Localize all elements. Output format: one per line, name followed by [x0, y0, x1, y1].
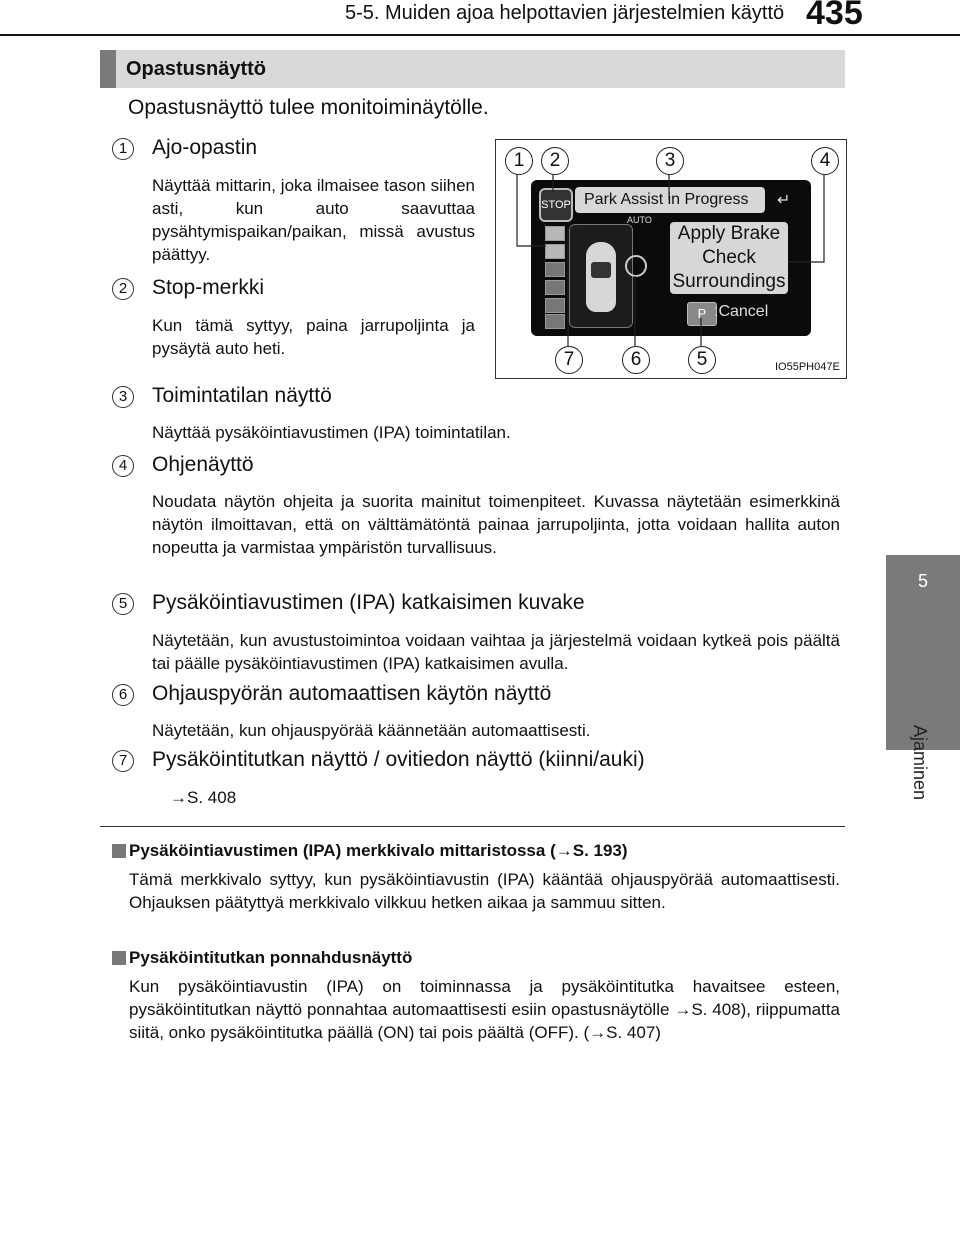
item-number: 3	[112, 386, 134, 408]
note-title: Pysäköintiavustimen (IPA) merkkivalo mittaristossa (→S. 193)	[129, 841, 628, 860]
square-bullet-icon	[112, 951, 126, 965]
item-title: Stop-merkki	[152, 276, 265, 299]
instruction-line: Surroundings	[672, 271, 786, 292]
callout-3: 3	[656, 147, 684, 175]
note-body: Tämä merkkivalo syttyy, kun pysäköintiavustin (IPA) kääntää ohjauspyörää automaattisesti. Ohjauksen päätyttyä merkkivalo vilkkuu hetken aikaa ja sammuu sitten.	[129, 870, 840, 912]
item-number: 6	[112, 684, 134, 706]
cancel-label: :Cancel	[714, 303, 769, 320]
callout-5: 5	[688, 346, 716, 374]
instruction-line: Check	[702, 247, 756, 268]
mode-banner: Park Assist in Progress	[575, 187, 765, 213]
item-number: 7	[112, 750, 134, 772]
item-description: Kun tämä syttyy, paina jarrupoljinta ja pysäytä auto heti.	[152, 316, 475, 358]
item-number: 2	[112, 278, 134, 300]
item-title: Ajo-opastin	[152, 136, 258, 159]
item-description: Näyttää mittarin, joka ilmaisee tason siihen asti, kun auto saavuttaa pysähtymispaikan/paikan, missä avustus päättyy.	[152, 176, 475, 264]
chapter-tab	[886, 555, 960, 750]
item-description: Näytetään, kun avustustoimintoa voidaan vaihtaa ja järjestelmä voidaan kytkeä pois päältä tai päälle pysäköintiavustimen (IPA) katkaisimen avulla.	[152, 631, 840, 673]
callout-6: 6	[622, 346, 650, 374]
ipa-switch-icon: P	[687, 302, 717, 326]
item-description: Näytetään, kun ohjauspyörää käännetään automaattisesti.	[152, 721, 591, 740]
note-title: Pysäköintitutkan ponnahdusnäyttö	[129, 948, 413, 967]
back-arrow-icon: ↵	[777, 192, 791, 209]
chapter-label: Ajaminen	[910, 725, 930, 801]
auto-label: AUTO	[627, 215, 652, 225]
stop-sign-icon: STOP	[539, 188, 573, 222]
note-body: Kun pysäköintiavustin (IPA) on toiminnassa ja pysäköintitutka havaitsee esteen, pysäköintitutkan näyttö ponnahtaa automaattisesti esiin opastusnäytölle →S. 408), riippumatta siitä, onko pysäköintitutka päällä (ON) tai pois päältä (OFF). (→S. 407)	[129, 977, 840, 1042]
section-rule	[100, 826, 845, 827]
instruction-line: Apply Brake	[677, 223, 781, 244]
item-number: 5	[112, 593, 134, 615]
callout-4: 4	[811, 147, 839, 175]
square-bullet-icon	[112, 844, 126, 858]
item-title: Toimintatilan näyttö	[152, 384, 332, 407]
item-title: Ohjauspyörän automaattisen käytön näyttö	[152, 682, 552, 705]
callout-2: 2	[541, 147, 569, 175]
item-number: 1	[112, 138, 134, 160]
figure-code: IO55PH047E	[775, 361, 840, 373]
callout-leader-lines	[0, 0, 960, 420]
section-title: Opastusnäyttö	[126, 58, 267, 80]
item-title: Pysäköintitutkan näyttö / ovitiedon näyttö (kiinni/auki)	[152, 748, 645, 771]
chapter-number: 5	[917, 571, 928, 591]
item-description: Noudata näytön ohjeita ja suorita mainitut toimenpiteet. Kuvassa näytetään esimerkkinä näytön ilmoittavan, että on välttämätöntä painaa jarrupoljinta, jotta voidaan hallita auton nopeutta ja varmistaa ympäristön turvallisuus.	[152, 492, 840, 557]
item-title: Pysäköintiavustimen (IPA) katkaisimen kuvake	[152, 591, 585, 614]
page-reference: →S. 408	[170, 788, 237, 807]
item-description: Näyttää pysäköintiavustimen (IPA) toimintatilan.	[152, 423, 511, 442]
item-number: 4	[112, 455, 134, 477]
item-title: Ohjenäyttö	[152, 453, 254, 476]
page-number: 435	[806, 0, 863, 32]
section-intro: Opastusnäyttö tulee monitoiminäytölle.	[128, 96, 489, 119]
running-header: 5-5. Muiden ajoa helpottavien järjestelmien käyttö	[345, 2, 785, 24]
callout-7: 7	[555, 346, 583, 374]
callout-1: 1	[505, 147, 533, 175]
